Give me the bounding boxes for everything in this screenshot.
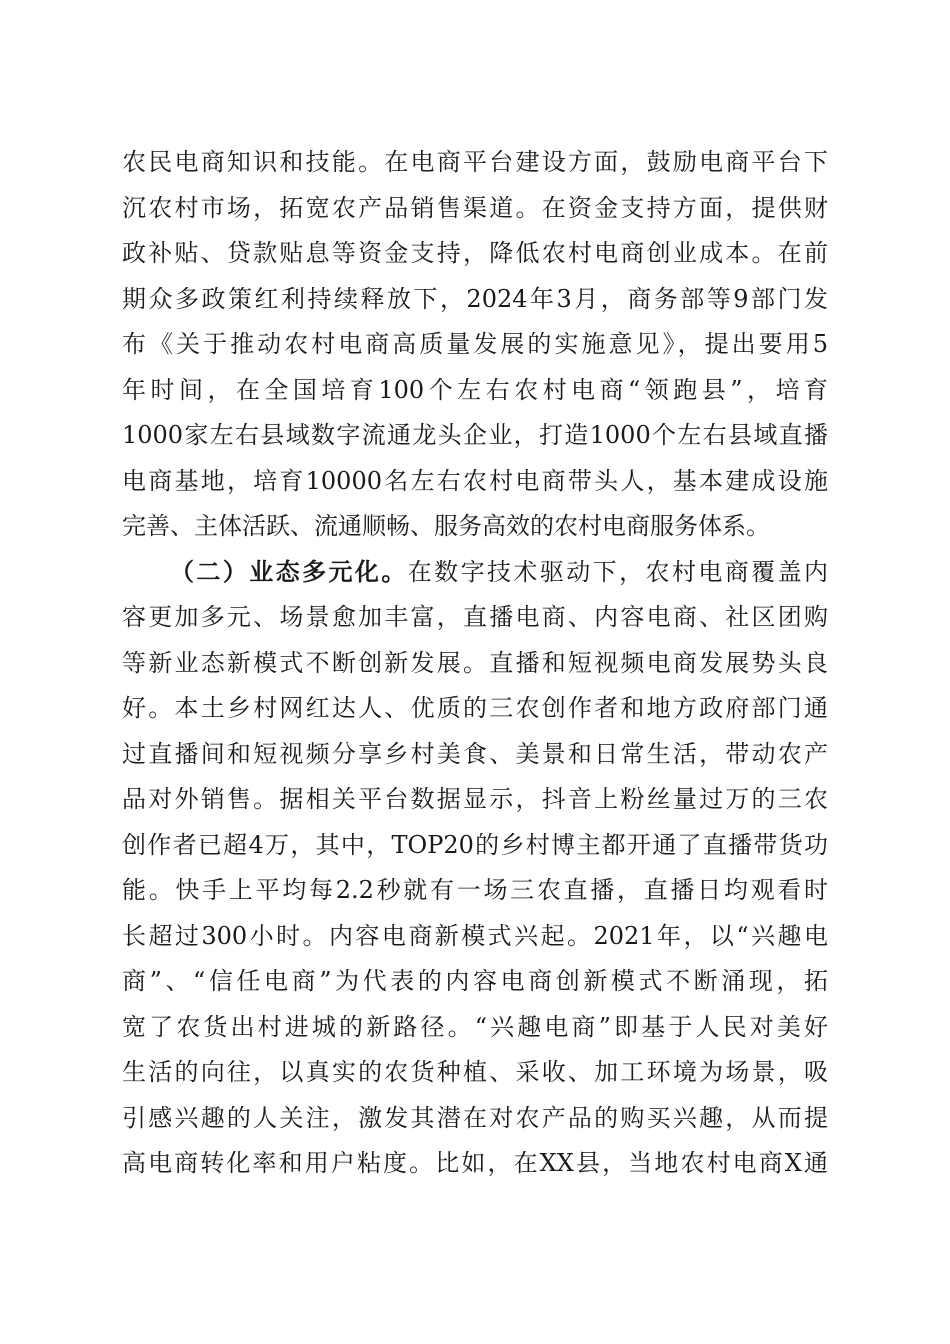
text-line: 完善、主体活跃、流通顺畅、服务高效的农村电商服务体系。 [122,512,770,540]
text-line: 容更加多元、场景愈加丰富，直播电商、内容电商、社区团购 [122,603,828,631]
text-line-with-heading [122,550,828,596]
section-heading: （二）业态多元化。 [170,557,408,586]
text-line: 年时间，在全国培育100个左右农村电商“领跑县”，培育 [122,375,828,404]
text-line: 引感兴趣的人关注，激发其潜在对农产品的购买兴趣，从而提 [122,1103,828,1132]
text-line: 电商基地，培育10000名左右农村电商带头人，基本建成设施 [122,466,828,495]
text-line: 好。本土乡村网红达人、优质的三农创作者和地方政府部门通 [122,694,828,722]
heading-line-text: 在数字技术驱动下，农村电商覆盖内 [407,557,828,586]
text-line: 政补贴、贷款贴息等资金支持，降低农村电商创业成本。在前 [122,239,828,267]
text-line: 品对外销售。据相关平台数据显示，抖音上粉丝量过万的三农 [122,785,828,813]
text-line: 宽了农货出村进城的新路径。“兴趣电商”即基于人民对美好 [122,1012,828,1041]
paragraph-1 [122,140,828,550]
text-line: 商”、“信任电商”为代表的内容电商创新模式不断涌现，拓 [122,967,828,995]
text-line: 农民电商知识和技能。在电商平台建设方面，鼓励电商平台下 [122,148,828,176]
text-line: 等新业态新模式不断创新发展。直播和短视频电商发展势头良 [122,648,828,677]
body-text [122,140,828,1187]
text-line: 高电商转化率和用户粘度。比如，在XX县，当地农村电商X通 [122,1149,828,1177]
text-line: 1000家左右县域数字流通龙头企业，打造1000个左右县域直播 [122,421,828,449]
text-line: 能。快手上平均每2.2秒就有一场三农直播，直播日均观看时 [122,876,828,904]
paragraph-2 [122,550,828,1187]
text-line: 创作者已超4万，其中，TOP20的乡村博主都开通了直播带货功 [122,830,828,859]
text-line: 长超过300小时。内容电商新模式兴起。2021年，以“兴趣电 [122,921,828,950]
text-line: 生活的向往，以真实的农货种植、采收、加工环境为场景，吸 [122,1058,828,1086]
text-line: 布《关于推动农村电商高质量发展的实施意见》，提出要用5 [122,330,828,358]
text-line: 沉农村市场，拓宽农产品销售渠道。在资金支持方面，提供财 [122,193,828,222]
text-line: 期众多政策红利持续释放下，2024年3月，商务部等9部门发 [122,284,828,313]
text-line: 过直播间和短视频分享乡村美食、美景和日常生活，带动农产 [122,739,828,768]
